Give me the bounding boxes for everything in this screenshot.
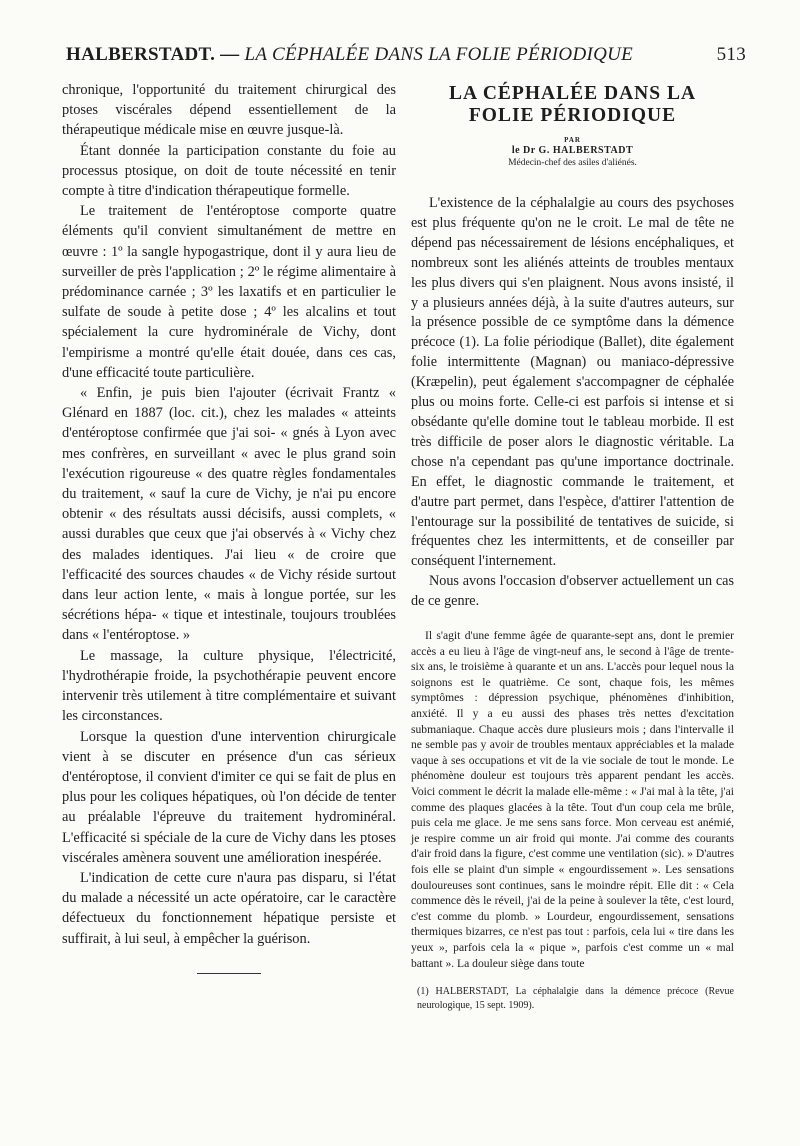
case-paragraph: Il s'agit d'une femme âgée de quarante-sept ans, dont le premier accès a eu lieu à l'âge de vingt-neuf ans, le second à l'âge de trente-six ans, le troisième à quarante et un ans. L'accès pour lequel nous la soignons est le quatrième. Ce sont, chaque fois, les mêmes symptômes : dépression psychique, phénomènes d'inhibition, anxiété. Il y a eu aussi des phases très nettes d'excitation submaniaque. Chaque accès dure plusieurs mois ; dans l'intervalle il ne semble pas y avoir de troubles mentaux appréciables et la malade vaque à ses occupations et vit de la vie sociale de tout le monde. Le phénomène douleur est toujours très apparent pendant les accès. Voici comment le décrit la malade elle-même : « J'ai mal à la tête, j'ai comme des plaques glacées à la tête. Tout d'un coup cela me brûle, puis cela me glace. Je me sens sans force. Mon cerveau est anémié, je respire comme un air froid qui monte. J'ai comme des courants d'air froid dans la figure, c'est comme une ventilation (sic). » D'autres fois elle se plaint d'un simple « engourdissement ». Les sensations douloureuses sont continues, sans le moindre répit. Elle dit : « Cela commence dès le réveil, j'ai de la peine à soulever la tête, c'est lourd, c'est comme du plomb. » Lourdeur, engourdissement, sensations thermiques bizarres, ce n'est pas tout : parfois, cela lui « tire dans les yeux », parfois cela la « pique », parfois c'est comme un « mal battant ». La douleur siège dans toute — [411, 629, 734, 970]
case-report — [411, 628, 734, 971]
end-rule — [197, 973, 261, 974]
left-paragraph: Le traitement de l'entéroptose comporte quatre éléments qu'il convient simultanément de mettre en œuvre : 1º la sangle hypogastrique, dont il y aura lieu de surveiller de près l'application ; 2º le régime alimentaire à prédominance carnée ; 3º les laxatifs et en particulier le sulfate de soude à petite dose ; 4º les alcalins et tout spécialement la cure hydrominérale de Vichy, dont l'empirisme a montré qu'elle était douée, dans ces cas, d'une efficacité toute particulière. — [62, 203, 396, 381]
article-title — [411, 83, 734, 127]
intro-paragraph: L'existence de la céphalalgie au cours des psychoses est plus fréquente qu'on ne le croit. Le mal de tête ne dépend pas nécessairement de lésions encéphaliques, et nombreux sont les aliénés atteints de troubles mentaux les plus divers qui s'en plaignent. Nous avons insisté, il y a plusieurs années déjà, à la suite d'autres auteurs, sur la présence possible de ce symptôme dans la démence précoce (1). La folie périodique (Ballet), dite également folie intermittente (Magnan) ou maniaco-dépressive (Kræpelin), peut également s'accompagner de céphalée plus ou moins forte. Celle-ci est parfois si intense et si obsédante qu'elle domine tout le tableau morbide. Il est très difficile de poser alors le diagnostic véritable. La chose n'a cependant pas qu'une importance doctrinale. En effet, le diagnostic commande le traitement, et d'autre part permet, dans l'espèce, d'attirer l'attention de l'entourage sur la possibilité de tentatives de suicide, si fréquentes chez les intermittents, et de conseiller par conséquent l'internement. — [411, 195, 734, 570]
running-head-author: HALBERSTADT. — — [66, 44, 240, 65]
byline-par: PAR — [564, 136, 581, 144]
running-head — [66, 44, 746, 66]
footnote: (1) HALBERSTADT, La céphalalgie dans la démence précoce (Revue neurologique, 15 sept. 1909). — [417, 986, 734, 1012]
left-paragraph: L'indication de cette cure n'aura pas disparu, si l'état du malade a nécessité un acte opératoire, car le caractère défectueux du fonctionnement hépatique persiste et suffirait, à lui seul, à empêcher la guérison. — [62, 869, 396, 947]
left-paragraph: Lorsque la question d'une intervention chirurgicale vient à se discuter en présence d'un cas sérieux d'entéroptose, il convient d'imiter ce qui se fait de plus en plus pour les coliques hépatiques, où l'on décide de tenter au préalable l'épreuve du traitement hydrominéral. L'efficacité si spéciale de la cure de Vichy dans les ptoses viscérales amènera souvent une amélioration inespérée. — [62, 728, 396, 866]
byline-role: Médecin-chef des asiles d'aliénés. — [508, 158, 637, 168]
left-paragraph: Étant donnée la participation constante du foie au processus ptosique, on doit de toute nécessité en tenir compte à titre d'indication thérapeutique formelle. — [62, 142, 396, 200]
running-head-title: LA CÉPHALÉE DANS LA FOLIE PÉRIODIQUE — [244, 44, 634, 65]
intro-paragraph: Nous avons l'occasion d'observer actuellement un cas de ce genre. — [411, 573, 734, 610]
article-intro — [411, 194, 734, 612]
page-number: 513 — [716, 44, 746, 65]
left-column — [62, 80, 396, 974]
left-paragraph: chronique, l'opportunité du traitement chirurgical des ptoses viscérales dépend essentiellement de la thérapeutique médicale mise en œuvre jusque-là. — [62, 82, 396, 139]
left-paragraph-quotation: « Enfin, je puis bien l'ajouter (écrivait Frantz « Glénard en 1887 (loc. cit.), chez les malades « atteints d'entéroptose confirmée que j'ai soi- « gnés à Lyon avec mes confrères, en surveillant « avec le plus grand soin l'exécution rigoureuse « des quatre règles fondamentales du traitement, « sauf la cure de Vichy, je n'ai pu encore obtenir « des résultats aussi décisifs, aussi complets, « aussi durables que ceux que j'ai observés à « Vichy chez des malades identiques. J'ai lieu « de croire que l'efficacité des sources chaudes « de Vichy réside surtout dans leur action lente, « mais à longue portée, sur les sécrétions hépa- « tique et intestinale, toujours troublées dans « l'entéroptose. » — [62, 385, 396, 644]
left-paragraph: Le massage, la culture physique, l'électricité, l'hydrothérapie froide, la psychothérapie peuvent encore intervenir très utilement à titre complémentaire et suivant les circonstances. — [62, 647, 396, 725]
article-title-line-1: LA CÉPHALÉE DANS LA — [448, 83, 697, 104]
right-column — [411, 80, 734, 1013]
byline-author: le Dr G. HALBERSTADT — [511, 145, 634, 156]
article-title-line-2: FOLIE PÉRIODIQUE — [468, 105, 677, 126]
